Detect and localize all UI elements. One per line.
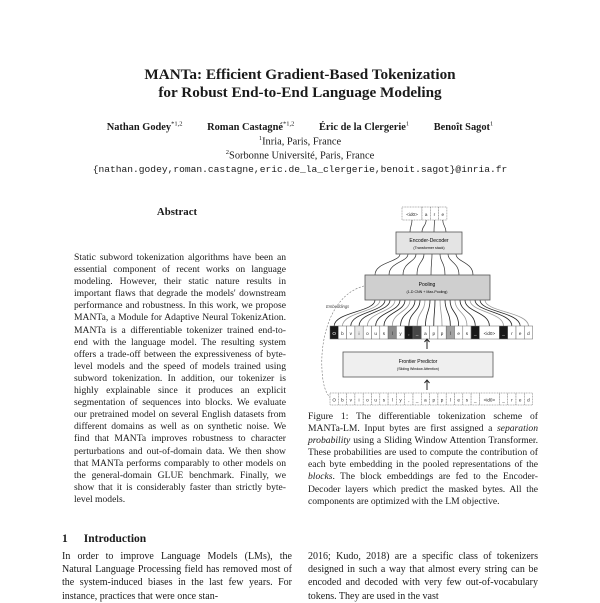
link-line [460,300,475,326]
paper-title [0,66,600,102]
token-label: s [466,397,469,402]
token-label: l [392,397,393,402]
link-line [359,300,390,326]
link-line [450,300,459,326]
author: Nathan Godey$^{*1,2}$ [107,122,183,133]
token-label: e [519,331,522,336]
section-heading: 1 Introduction [62,533,146,545]
token-label: _ [501,397,505,402]
link-line [375,254,400,275]
token-label: l [450,331,451,336]
token-label: a [424,331,427,336]
affiliation: $^1$Inria, Paris, France [0,135,600,147]
token-label: v [350,397,353,402]
token-label: <id0> [484,397,496,402]
link-line [440,254,445,275]
token-label: <id0> [406,212,418,217]
pooling-sublabel: (1-D CNN + Max-Pooling) [406,290,447,294]
author: Roman Castagné$^{*1,2}$ [207,122,294,133]
encoder-decoder-label: Encoder-Decoder [409,238,449,244]
link-line [417,254,424,275]
abstract-text: Static subword tokenization algorithms have been an essential component of recent works on language modeling. However, their static nature results in important flaws that degrade the models' downstream performance and robustness. In this work, we propose MANTa, a Module for Adaptive Neural TokenizAtion. MANTa is a differentiable tokenizer trained end-to-end with the language model. The resulting system offers a trade-off between the expressiveness of byte-level models and the speed of models trained using subword tokenization. In addition, our tokenizer is highly explainable since it produces an explicit segmentation of sequences into blocks. We evaluate our pretrained model on several English datasets from different domains as well as on synthetic noise. We find that MANTa improves robustness to character perturbations and out-of-domain data. We then show that MANTa performs comparably to other models on the general-domain GLUE benchmark. Finally, we show that it is considerably faster than strictly byte-level models. [74,252,286,506]
token-label: l [450,397,451,402]
intro-text: In order to improve Language Models (LMs), the Natural Language Processing field has removed most of the system-induced biases in the last few years. For instance, practices that were once stan- [62,550,292,603]
token-label: p [432,397,435,402]
frontier-predictor-label: Frontier Predictor [399,359,438,365]
title-line-1: MANTa: Efficient Gradient-Based Tokenization [0,66,600,84]
token-label: e [457,331,460,336]
figure-caption: Figure 1: The differentiable tokenization scheme of MANTa-LM. Input bytes are first assigned a separation probability using a Sliding Window Attention Transformer. These probabilities are used to compute the contribution of each byte embedding in the pooled representations of the blocks. The block embeddings are fed to the Encoder-Decoder layers which predict the masked bytes. All the components are optimized with the LM objective. [308,411,538,508]
link-line [425,300,430,326]
link-line [367,300,395,326]
token-label: i [359,397,360,402]
token-label: l [392,331,393,336]
token-label: , [408,397,409,402]
link-line [410,220,412,232]
embeddings-arrow [322,286,364,399]
token-label: y [399,331,402,336]
token-label: r [511,331,513,336]
token-label: r [434,212,436,217]
token-label: <id0> [484,331,496,336]
token-label: u [374,397,377,402]
link-line [422,220,426,232]
token-label: p [432,331,435,336]
input-token-row [330,393,533,405]
token-label: s [466,331,469,336]
up-arrow-icon [425,339,430,349]
token-label: b [341,397,344,402]
token-label: r [511,397,513,402]
token-label: _ [415,397,419,402]
link-line [485,300,528,326]
link-line [403,254,416,275]
token-label: a [425,212,428,217]
token-label: b [341,331,344,336]
token-label: O [332,397,336,402]
up-arrow-icon [425,380,430,390]
author: Éric de la Clergerie$^1$ [319,122,409,133]
token-label: e [519,397,522,402]
abstract-heading: Abstract [62,206,292,218]
link-line [440,300,442,326]
token-label: v [350,331,353,336]
pooling-label: Pooling [419,282,436,288]
embeddings-label: Embeddings [326,304,350,309]
link-line [401,300,415,326]
token-label: _ [501,331,505,336]
token-label: _ [473,397,477,402]
author: Benoît Sagot$^1$ [434,122,494,133]
token-label: O [332,331,336,336]
link-line [434,300,435,326]
token-label: a [424,397,427,402]
body-text: 2016; Kudo, 2018) are a specific class of tokenizers designed in such a way that almost every string can be encoded and decoded with very few out-of-vocabulary tokens. They are used in the vast [308,550,538,603]
token-label: o [366,397,369,402]
token-label: s [383,331,386,336]
token-label: _ [473,331,477,336]
encoder-decoder-sublabel: (Transformer stack) [413,246,444,250]
affiliation: $^2$Sorbonne Université, Paris, France [0,149,600,161]
token-label: e [441,212,444,217]
figure-1-diagram [320,200,540,410]
link-line [431,254,432,275]
link-line [445,300,450,326]
title-line-2: for Robust End-to-End Language Modeling [0,84,600,102]
token-label: s [383,397,386,402]
token-label: i [359,331,360,336]
link-line [480,300,520,326]
link-line [443,220,446,232]
middle-token-row [330,326,533,339]
output-token-row [402,207,447,220]
frontier-predictor-sublabel: (Sliding Window Attention) [397,367,439,371]
token-label: o [366,331,369,336]
token-label: u [374,331,377,336]
token-label: y [399,397,402,402]
token-label: d [527,331,530,336]
token-label: d [527,397,530,402]
token-label: p [441,397,444,402]
token-label: , [408,331,409,336]
link-line [417,300,425,326]
author-list [0,121,600,133]
author-emails: {nathan.godey,roman.castagne,eric.de_la_clergerie,benoit.sagot}@inria.fr [0,164,600,175]
token-label: e [457,397,460,402]
token-label: _ [415,331,419,336]
token-label: p [441,331,444,336]
link-line [475,300,512,326]
